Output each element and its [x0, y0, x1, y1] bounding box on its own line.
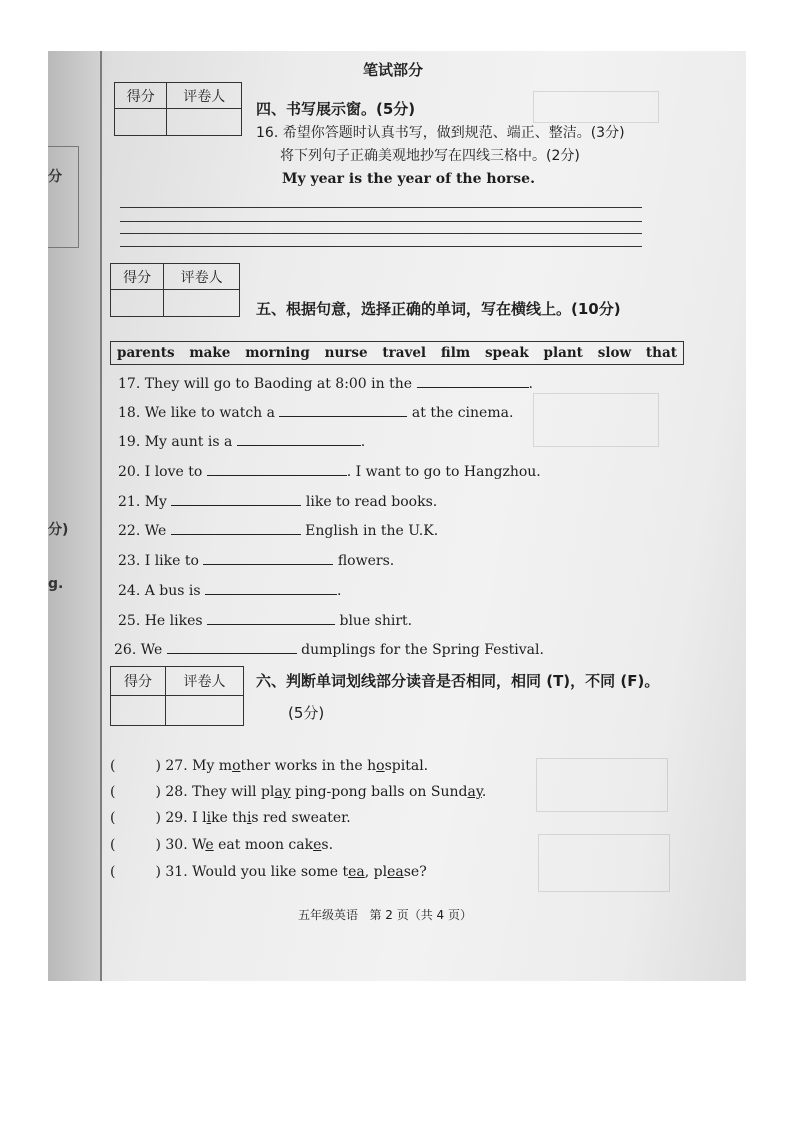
score-cell[interactable] [111, 696, 166, 725]
question-28: ( ) 28. They will play ping-pong balls on Sunday. [110, 784, 487, 800]
question-22: 22. We English in the U.K. [118, 520, 438, 539]
question-17: 17. They will go to Baoding at 8:00 in the . [118, 373, 533, 392]
copy-sentence: My year is the year of the horse. [282, 171, 535, 187]
question-27: ( ) 27. My mother works in the hospital. [110, 758, 429, 774]
answer-blank[interactable] [167, 639, 297, 654]
question-16-line2: 将下列句子正确美观地抄写在四线三格中。(2分) [280, 148, 580, 164]
section-6-title: 六、判断单词划线部分读音是否相同，相同 (T)，不同 (F)。 [256, 672, 660, 690]
question-21: 21. My like to read books. [118, 491, 437, 510]
score-box [114, 82, 242, 136]
question-23: 23. I like to flowers. [118, 550, 394, 569]
score-label: 得分 [111, 667, 166, 696]
score-label: 得分 [115, 83, 167, 109]
section-6-points: (5分) [288, 704, 325, 722]
word-bank-item: nurse [324, 345, 368, 361]
grader-label: 评卷人 [166, 667, 243, 696]
question-20: 20. I love to . I want to go to Hangzhou. [118, 461, 541, 480]
answer-blank[interactable] [203, 550, 333, 565]
word-bank-item: that [645, 345, 677, 361]
section-4-title: 四、书写展示窗。(5分) [256, 100, 416, 118]
word-bank-item: slow [597, 345, 632, 361]
question-26: 26. We dumplings for the Spring Festival. [114, 639, 544, 658]
grid-line [120, 246, 642, 247]
answer-blank[interactable] [237, 431, 361, 446]
word-bank-item: make [189, 345, 231, 361]
word-bank-item: travel [382, 345, 427, 361]
answer-blank[interactable] [417, 373, 529, 388]
score-cell[interactable] [115, 109, 167, 135]
question-29: ( ) 29. I like this red sweater. [110, 810, 351, 826]
bleed-through-box [533, 393, 659, 447]
grid-line [120, 233, 642, 234]
answer-blank[interactable] [205, 580, 337, 595]
strip-box [48, 146, 79, 248]
page-footer: 五年级英语 第 2 页（共 4 页） [298, 908, 472, 922]
question-24: 24. A bus is . [118, 580, 341, 599]
grader-label: 评卷人 [167, 83, 241, 109]
question-16-line1: 16. 希望你答题时认真书写，做到规范、端正、整洁。(3分) [256, 125, 625, 141]
bleed-through-box [536, 758, 668, 812]
grader-cell[interactable] [164, 290, 239, 316]
score-cell[interactable] [111, 290, 164, 316]
answer-blank[interactable] [207, 610, 335, 625]
word-bank-item: film [440, 345, 471, 361]
word-bank-item: parents [117, 345, 175, 361]
strip-fragment: 分 [48, 169, 62, 185]
bleed-through-box [538, 834, 670, 892]
question-18: 18. We like to watch a at the cinema. [118, 402, 513, 421]
score-label: 得分 [111, 264, 164, 290]
word-bank-item: plant [543, 345, 583, 361]
question-30: ( ) 30. We eat moon cakes. [110, 837, 334, 853]
answer-blank[interactable] [171, 520, 301, 535]
grader-cell[interactable] [167, 109, 241, 135]
question-25: 25. He likes blue shirt. [118, 610, 412, 629]
left-page-edge [48, 51, 102, 981]
answer-blank[interactable] [207, 461, 347, 476]
question-31: ( ) 31. Would you like some tea, please? [110, 864, 427, 880]
bleed-through-box [533, 91, 659, 123]
section-5-title: 五、根据句意，选择正确的单词，写在横线上。(10分) [256, 300, 621, 318]
strip-fragment: 分) [48, 522, 69, 538]
grader-label: 评卷人 [164, 264, 239, 290]
strip-fragment: g. [48, 576, 64, 592]
score-box [110, 666, 244, 726]
word-bank [110, 341, 684, 365]
score-box [110, 263, 240, 317]
page-section-title: 笔试部分 [363, 61, 424, 79]
question-19: 19. My aunt is a . [118, 431, 365, 450]
photo-of-exam-page [48, 51, 746, 981]
answer-blank[interactable] [279, 402, 407, 417]
grid-line [120, 221, 642, 222]
grid-line [120, 207, 642, 208]
word-bank-item: morning [245, 345, 310, 361]
word-bank-item: speak [484, 345, 529, 361]
answer-blank[interactable] [171, 491, 301, 506]
grader-cell[interactable] [166, 696, 243, 725]
